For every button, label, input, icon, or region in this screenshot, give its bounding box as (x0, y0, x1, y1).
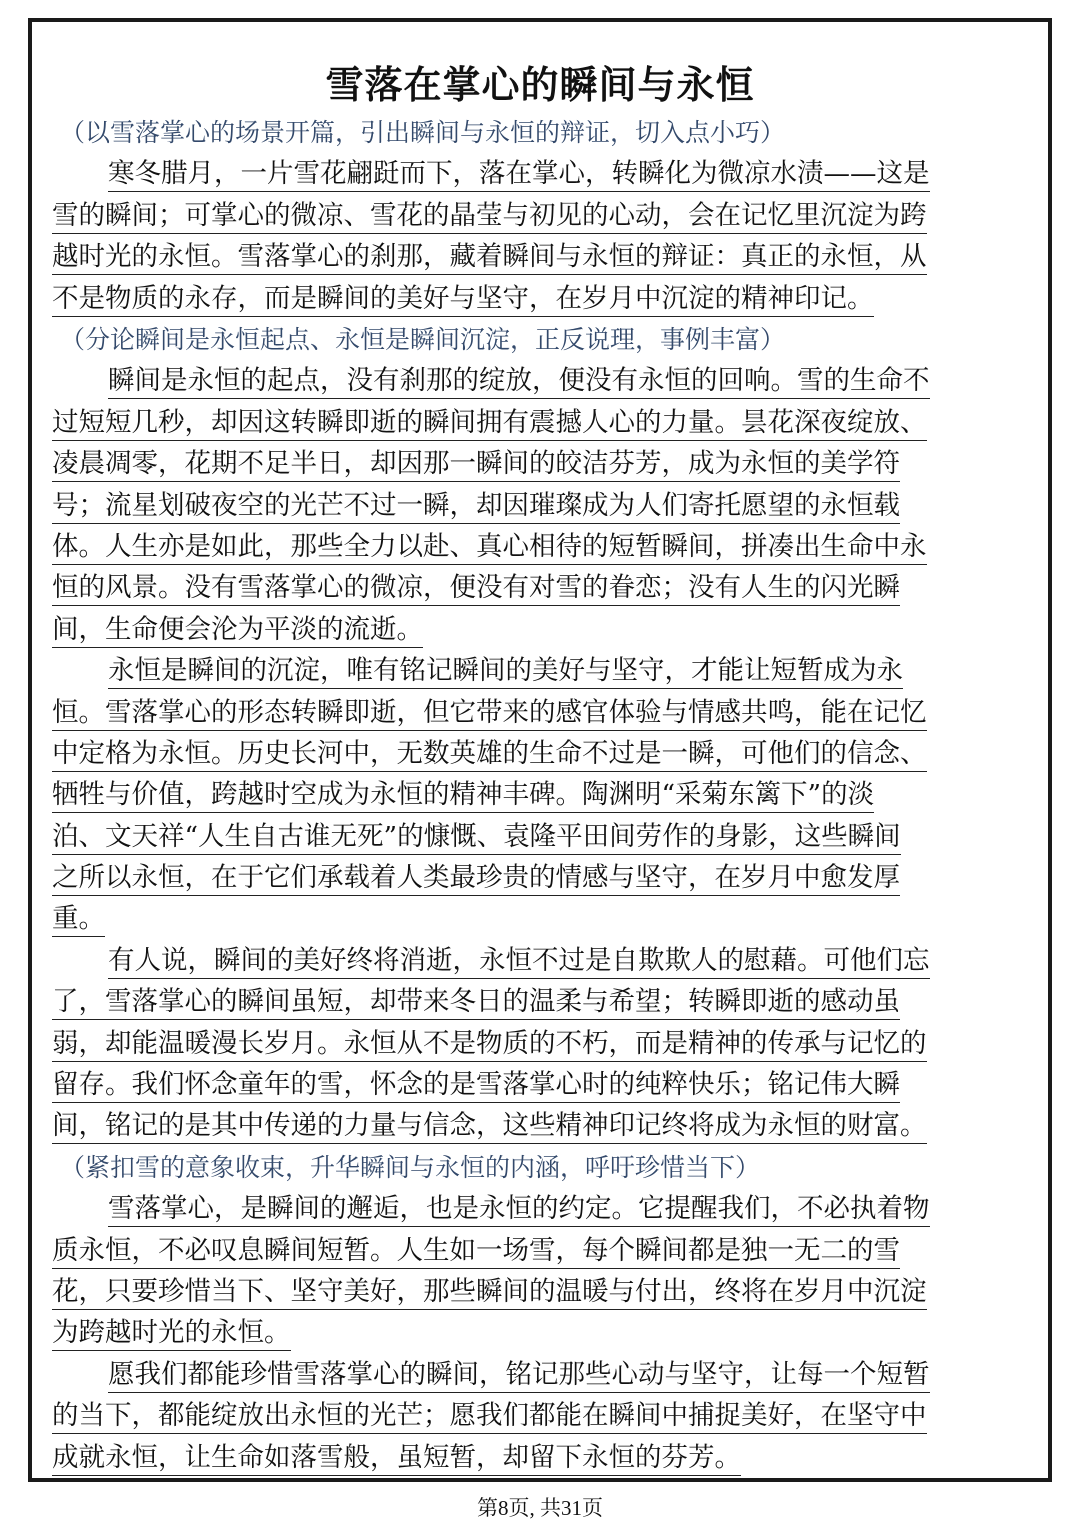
page-number: 第8页, 共31页 (477, 1496, 603, 1520)
line-text: 为跨越时光的永恒。 (52, 1317, 291, 1351)
text-line (52, 567, 1022, 608)
text-line (52, 1312, 1022, 1353)
text-line (52, 526, 1022, 567)
text-line (52, 609, 1022, 650)
text-line (52, 1230, 1022, 1271)
paragraph (52, 1188, 1022, 1354)
line-text: 雪落掌心，是瞬间的邂逅，也是永恒的约定。它提醒我们，不必执着物 (108, 1193, 930, 1227)
line-text: 质永恒，不必叹息瞬间短暂。人生如一场雪，每个瞬间都是独一无二的雪 (52, 1235, 900, 1269)
line-text: 了，雪落掌心的瞬间虽短，却带来冬日的温柔与希望；转瞬即逝的感动虽 (52, 986, 900, 1020)
text-line (52, 1105, 1022, 1146)
essay-title: 雪落在掌心的瞬间与永恒 (325, 63, 755, 107)
line-text: 凌晨凋零，花期不足半日，却因那一瞬间的皎洁芬芳，成为永恒的美学符 (52, 448, 900, 482)
paragraph (52, 153, 1022, 319)
outline-note: （分论瞬间是永恒起点、永恒是瞬间沉淀，正反说理，事例丰富） (60, 324, 786, 354)
line-text: 的当下，都能绽放出永恒的光芒；愿我们都能在瞬间中捕捉美好，在坚守中 (52, 1400, 927, 1434)
text-line (52, 360, 1022, 401)
line-text: 有人说，瞬间的美好终将消逝，永恒不过是自欺欺人的慰藉。可他们忘 (108, 945, 930, 979)
text-line (52, 940, 1022, 981)
outline-note: （紧扣雪的意象收束，升华瞬间与永恒的内涵，呼吁珍惜当下） (60, 1152, 761, 1182)
line-text: 花，只要珍惜当下、坚守美好，那些瞬间的温暖与付出，终将在岁月中沉淀 (52, 1276, 927, 1310)
line-text: 恒。雪落掌心的形态转瞬即逝，但它带来的感官体验与情感共鸣，能在记忆 (52, 697, 927, 731)
text-line (52, 485, 1022, 526)
text-line (52, 692, 1022, 733)
line-text: 永恒是瞬间的沉淀，唯有铭记瞬间的美好与坚守，才能让短暂成为永 (108, 655, 903, 689)
line-text: 泊、文天祥“人生自古谁无死”的慷慨、袁隆平田间劳作的身影，这些瞬间 (52, 821, 901, 855)
line-text: 寒冬腊月，一片雪花翩跹而下，落在掌心，转瞬化为微凉水渍——这是 (108, 158, 930, 192)
line-text: 成就永恒，让生命如落雪般，虽短暂，却留下永恒的芬芳。 (52, 1442, 741, 1476)
text-line (52, 1354, 1022, 1395)
text-line (52, 650, 1022, 691)
text-line (52, 402, 1022, 443)
line-text: 体。人生亦是如此，那些全力以赴、真心相待的短暂瞬间，拼凑出生命中永 (52, 531, 927, 565)
line-text: 号；流星划破夜空的光芒不过一瞬，却因璀璨成为人们寄托愿望的永恒载 (52, 490, 900, 524)
line-text: 瞬间是永恒的起点，没有刹那的绽放，便没有永恒的回响。雪的生命不 (108, 365, 930, 399)
text-line (52, 898, 1022, 939)
paragraph (52, 1354, 1022, 1478)
text-line (52, 195, 1022, 236)
text-line (52, 1188, 1022, 1229)
line-text: 重。 (52, 903, 105, 937)
essay-body (52, 112, 1022, 1478)
line-text: 过短短几秒，却因这转瞬即逝的瞬间拥有震撼人心的力量。昙花深夜绽放、 (52, 407, 927, 441)
text-line (52, 774, 1022, 815)
text-line (52, 443, 1022, 484)
paragraph (52, 650, 1022, 940)
line-text: 恒的风景。没有雪落掌心的微凉，便没有对雪的眷恋；没有人生的闪光瞬 (52, 572, 900, 606)
line-text: 弱，却能温暖漫长岁月。永恒从不是物质的不朽，而是精神的传承与记忆的 (52, 1028, 927, 1062)
text-line (52, 1023, 1022, 1064)
text-line (52, 733, 1022, 774)
paragraph (52, 360, 1022, 650)
text-line (52, 1437, 1022, 1478)
line-text: 雪的瞬间；可掌心的微凉、雪花的晶莹与初见的心动，会在记忆里沉淀为跨 (52, 200, 927, 234)
text-line (52, 1395, 1022, 1436)
line-text: 中定格为永恒。历史长河中，无数英雄的生命不过是一瞬，可他们的信念、 (52, 738, 927, 772)
text-line (52, 816, 1022, 857)
text-line (52, 278, 1022, 319)
text-line (52, 981, 1022, 1022)
line-text: 留存。我们怀念童年的雪，怀念的是雪落掌心时的纯粹快乐；铭记伟大瞬 (52, 1069, 900, 1103)
line-text: 不是物质的永存，而是瞬间的美好与坚守，在岁月中沉淀的精神印记。 (52, 283, 874, 317)
paragraph (52, 940, 1022, 1147)
line-text: 越时光的永恒。雪落掌心的刹那，藏着瞬间与永恒的辩证：真正的永恒，从 (52, 241, 927, 275)
outline-note: （以雪落掌心的场景开篇，引出瞬间与永恒的辩证，切入点小巧） (60, 118, 786, 147)
text-line (52, 1064, 1022, 1105)
line-text: 牺牲与价值，跨越时空成为永恒的精神丰碑。陶渊明“采菊东篱下”的淡 (52, 779, 874, 813)
line-text: 间，生命便会沦为平淡的流逝。 (52, 614, 423, 648)
line-text: 间，铭记的是其中传递的力量与信念，这些精神印记终将成为永恒的财富。 (52, 1110, 927, 1144)
text-line (52, 236, 1022, 277)
line-text: 愿我们都能珍惜雪落掌心的瞬间，铭记那些心动与坚守，让每一个短暂 (108, 1359, 930, 1393)
text-line (52, 153, 1022, 194)
line-text: 之所以永恒，在于它们承载着人类最珍贵的情感与坚守，在岁月中愈发厚 (52, 862, 900, 896)
text-line (52, 857, 1022, 898)
text-line (52, 1271, 1022, 1312)
